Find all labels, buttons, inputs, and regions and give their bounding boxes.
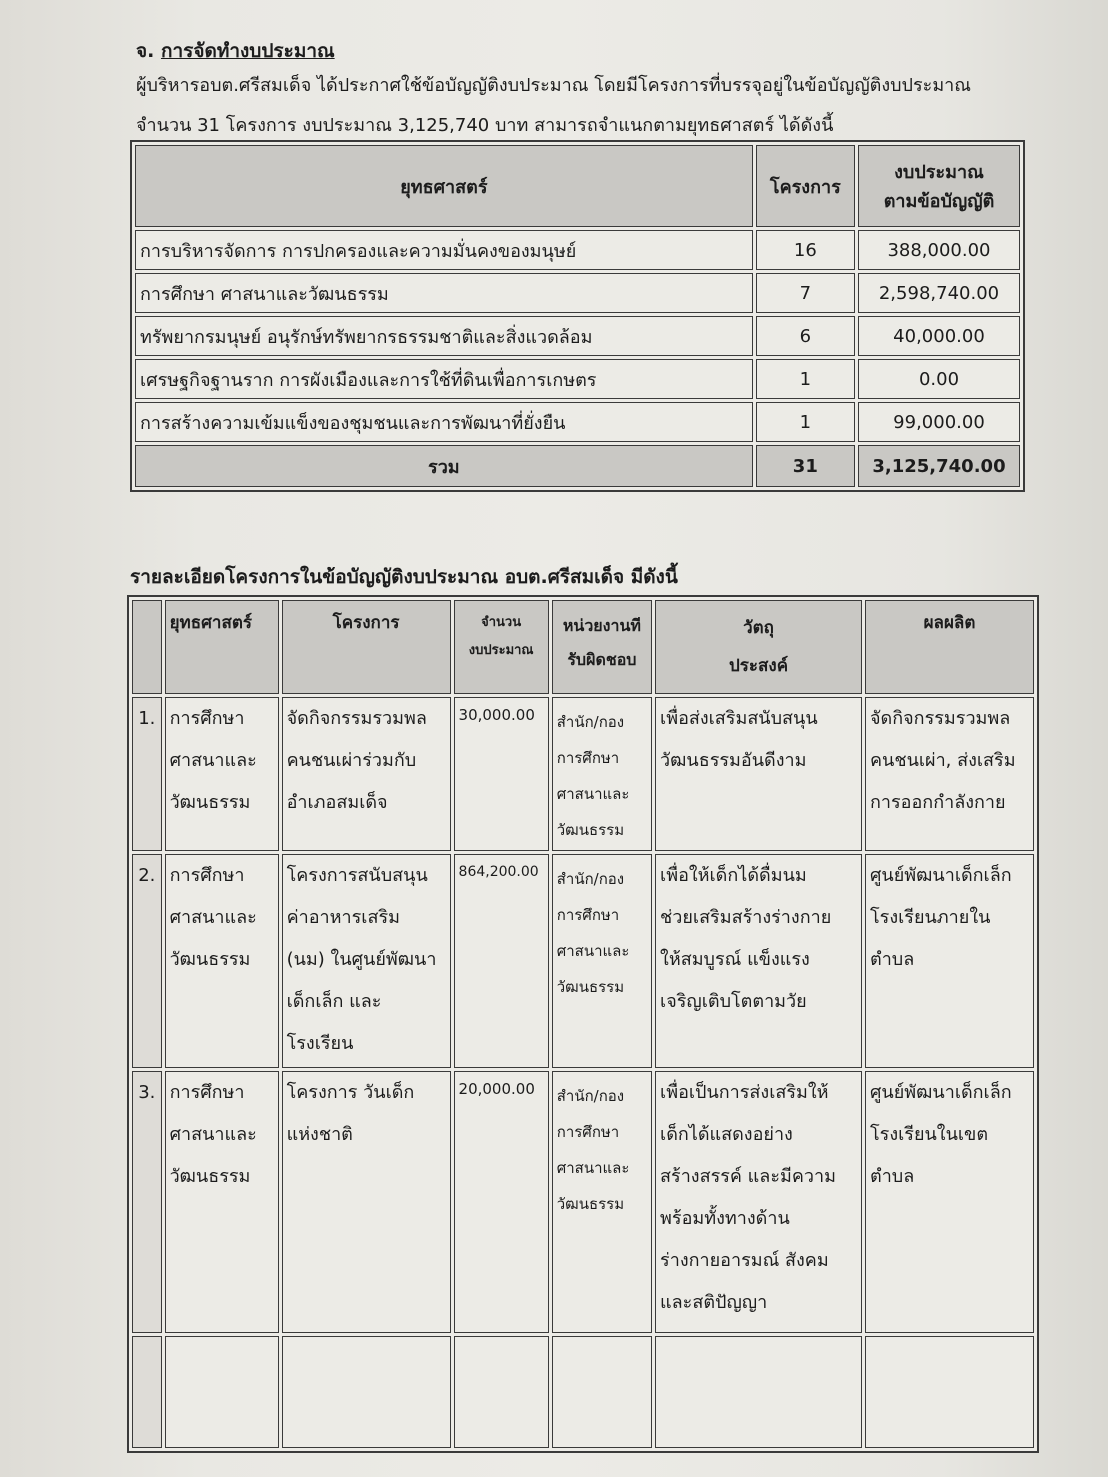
unit-cell bbox=[552, 1071, 652, 1333]
amount-cell: 20,000.00 bbox=[454, 1071, 549, 1333]
header-budget bbox=[858, 145, 1020, 227]
line: ร่างกายอารมณ์ สังคม bbox=[660, 1250, 829, 1271]
table-row bbox=[132, 1071, 1034, 1333]
line: จัดกิจกรรมรวมพล bbox=[870, 708, 1011, 729]
detail-header-row bbox=[132, 600, 1034, 694]
line: การศึกษา bbox=[169, 865, 245, 886]
line: วัฒนธรรม bbox=[169, 949, 251, 970]
line: วัฒนธรรม bbox=[169, 1166, 251, 1187]
budget-cell: 2,598,740.00 bbox=[858, 273, 1020, 313]
line: โรงเรียนในเขต bbox=[870, 1124, 989, 1145]
line: แห่งชาติ bbox=[286, 1124, 353, 1145]
line: ตำบล bbox=[870, 949, 915, 970]
table-row bbox=[135, 359, 1020, 399]
project-cell bbox=[282, 697, 451, 851]
line: เพื่อให้เด็กได้ดื่มนม bbox=[660, 865, 807, 886]
header-projects: โครงการ bbox=[756, 145, 855, 227]
line: การศึกษา bbox=[169, 1082, 245, 1103]
section-prefix: จ. bbox=[136, 40, 161, 62]
empty-cell bbox=[552, 1336, 652, 1448]
output-cell bbox=[865, 1071, 1034, 1333]
summary-header-row bbox=[135, 145, 1020, 227]
table-row bbox=[135, 230, 1020, 270]
strategy-cell: การศึกษา ศาสนาและวัฒนธรรม bbox=[135, 273, 753, 313]
header-unit-line1: หน่วยงานที bbox=[562, 616, 641, 635]
project-cell bbox=[282, 1071, 451, 1333]
line: ศาสนาและ bbox=[169, 750, 257, 771]
line: และสติปัญญา bbox=[660, 1292, 768, 1313]
strategy-cell bbox=[165, 854, 279, 1068]
line: อำเภอสมเด็จ bbox=[286, 792, 388, 813]
project-count-cell: 7 bbox=[756, 273, 855, 313]
row-number: 1. bbox=[132, 697, 162, 851]
line: ตำบล bbox=[870, 1166, 915, 1187]
line: ให้สมบูรณ์ แข็งแรง bbox=[660, 949, 810, 970]
project-cell bbox=[282, 854, 451, 1068]
header-objective-line2: ประสงค์ bbox=[728, 656, 789, 676]
line: คนชนเผ่าร่วมกับ bbox=[286, 750, 417, 771]
objective-cell bbox=[655, 1071, 862, 1333]
amount-cell: 30,000.00 bbox=[454, 697, 549, 851]
header-objective bbox=[655, 600, 862, 694]
strategy-cell bbox=[165, 697, 279, 851]
line: สำนัก/กอง bbox=[556, 870, 625, 888]
line: คนชนเผ่า, ส่งเสริม bbox=[870, 750, 1016, 771]
intro-line-1: ผู้บริหารอบต.ศรีสมเด็จ ได้ประกาศใช้ข้อบัญญัติงบประมาณ โดยมีโครงการที่บรรจุอยู่ในข้อบัญญัติงบประมาณ bbox=[136, 75, 971, 96]
empty-row bbox=[132, 1336, 1034, 1448]
strategy-cell bbox=[165, 1071, 279, 1333]
line: ศาสนาและ bbox=[169, 907, 257, 928]
intro-line-2: จำนวน 31 โครงการ งบประมาณ 3,125,740 บาท สามารถจำแนกตามยุทธศาสตร์ ได้ดังนี้ bbox=[136, 115, 834, 136]
line: วัฒนธรรมอันดีงาม bbox=[660, 750, 807, 771]
header-number bbox=[132, 600, 162, 694]
header-budget-line1: งบประมาณ bbox=[894, 162, 984, 183]
line: วัฒนธรรม bbox=[556, 821, 625, 839]
project-count-cell: 1 bbox=[756, 402, 855, 442]
table-row bbox=[135, 316, 1020, 356]
line: วัฒนธรรม bbox=[556, 1195, 625, 1213]
row-number: 2. bbox=[132, 854, 162, 1068]
total-label: รวม bbox=[135, 445, 753, 487]
strategy-cell: การบริหารจัดการ การปกครองและความมั่นคงของมนุษย์ bbox=[135, 230, 753, 270]
line: จัดกิจกรรมรวมพล bbox=[286, 708, 427, 729]
budget-cell: 99,000.00 bbox=[858, 402, 1020, 442]
line: ศาสนาและ bbox=[556, 942, 630, 960]
header-project: โครงการ bbox=[282, 600, 451, 694]
total-row bbox=[135, 445, 1020, 487]
total-budget: 3,125,740.00 bbox=[858, 445, 1020, 487]
table-row bbox=[135, 402, 1020, 442]
empty-cell bbox=[865, 1336, 1034, 1448]
unit-cell bbox=[552, 854, 652, 1068]
line: ศูนย์พัฒนาเด็กเล็ก bbox=[870, 1082, 1012, 1103]
strategy-budget-table bbox=[130, 140, 1025, 492]
output-cell bbox=[865, 697, 1034, 851]
strategy-cell: ทรัพยากรมนุษย์ อนุรักษ์ทรัพยากรธรรมชาติและสิ่งแวดล้อม bbox=[135, 316, 753, 356]
unit-cell bbox=[552, 697, 652, 851]
section-title: การจัดทำงบประมาณ bbox=[160, 40, 335, 62]
line: วัฒนธรรม bbox=[169, 792, 251, 813]
line: ศาสนาและ bbox=[169, 1124, 257, 1145]
header-unit bbox=[552, 600, 652, 694]
line: เพื่อเป็นการส่งเสริมให้ bbox=[660, 1082, 829, 1103]
line: ศาสนาและ bbox=[556, 785, 630, 803]
header-strategy: ยุทธศาสตร์ bbox=[135, 145, 753, 227]
budget-cell: 0.00 bbox=[858, 359, 1020, 399]
row-number: 3. bbox=[132, 1071, 162, 1333]
header-amount-line1: จำนวน bbox=[481, 615, 522, 630]
line: การศึกษา bbox=[556, 1123, 620, 1141]
objective-cell bbox=[655, 697, 862, 851]
line: ค่าอาหารเสริม bbox=[286, 907, 400, 928]
project-count-cell: 1 bbox=[756, 359, 855, 399]
line: ช่วยเสริมสร้างร่างกาย bbox=[660, 907, 832, 928]
empty-cell bbox=[132, 1336, 162, 1448]
total-projects: 31 bbox=[756, 445, 855, 487]
line: เพื่อส่งเสริมสนับสนุน bbox=[660, 708, 818, 729]
line: สำนัก/กอง bbox=[556, 713, 625, 731]
header-objective-line1: วัตถุ bbox=[743, 618, 774, 638]
line: โรงเรียน bbox=[286, 1033, 354, 1054]
project-count-cell: 16 bbox=[756, 230, 855, 270]
line: ศูนย์พัฒนาเด็กเล็ก bbox=[870, 865, 1012, 886]
line: การศึกษา bbox=[556, 906, 620, 924]
line: พร้อมทั้งทางด้าน bbox=[660, 1208, 790, 1229]
header-amount bbox=[454, 600, 549, 694]
amount-cell: 864,200.00 bbox=[454, 854, 549, 1068]
line: เด็กได้แสดงอย่าง bbox=[660, 1124, 793, 1145]
line: ศาสนาและ bbox=[556, 1159, 630, 1177]
empty-cell bbox=[165, 1336, 279, 1448]
line: โครงการ วันเด็ก bbox=[286, 1082, 415, 1103]
line: เจริญเติบโตตามวัย bbox=[660, 991, 807, 1012]
detail-title: รายละเอียดโครงการในข้อบัญญัติงบประมาณ อบต.ศรีสมเด็จ มีดังนี้ bbox=[130, 566, 678, 588]
objective-cell bbox=[655, 854, 862, 1068]
output-cell bbox=[865, 854, 1034, 1068]
line: การออกกำลังกาย bbox=[870, 792, 1006, 813]
line: (นม) ในศูนย์พัฒนา bbox=[286, 949, 437, 970]
budget-cell: 388,000.00 bbox=[858, 230, 1020, 270]
empty-cell bbox=[282, 1336, 451, 1448]
strategy-cell: การสร้างความเข้มแข็งของชุมชนและการพัฒนาที่ยั่งยืน bbox=[135, 402, 753, 442]
table-row bbox=[132, 697, 1034, 851]
line: การศึกษา bbox=[556, 749, 620, 767]
line: เด็กเล็ก และ bbox=[286, 991, 382, 1012]
line: โรงเรียนภายใน bbox=[870, 907, 991, 928]
project-count-cell: 6 bbox=[756, 316, 855, 356]
line: สำนัก/กอง bbox=[556, 1087, 625, 1105]
header-amount-line2: งบประมาณ bbox=[468, 643, 534, 658]
header-unit-line2: รับผิดชอบ bbox=[567, 650, 637, 669]
line: วัฒนธรรม bbox=[556, 978, 625, 996]
empty-cell bbox=[454, 1336, 549, 1448]
table-row bbox=[135, 273, 1020, 313]
project-detail-table bbox=[127, 595, 1039, 1453]
empty-cell bbox=[655, 1336, 862, 1448]
line: การศึกษา bbox=[169, 708, 245, 729]
header-strategy: ยุทธศาสตร์ bbox=[165, 600, 279, 694]
section-heading bbox=[136, 36, 335, 66]
strategy-cell: เศรษฐกิจฐานราก การผังเมืองและการใช้ที่ดินเพื่อการเกษตร bbox=[135, 359, 753, 399]
budget-cell: 40,000.00 bbox=[858, 316, 1020, 356]
header-budget-line2: ตามข้อบัญญัติ bbox=[883, 191, 995, 212]
line: สร้างสรรค์ และมีความ bbox=[660, 1166, 836, 1187]
header-output: ผลผลิต bbox=[865, 600, 1034, 694]
table-row bbox=[132, 854, 1034, 1068]
line: โครงการสนับสนุน bbox=[286, 865, 428, 886]
